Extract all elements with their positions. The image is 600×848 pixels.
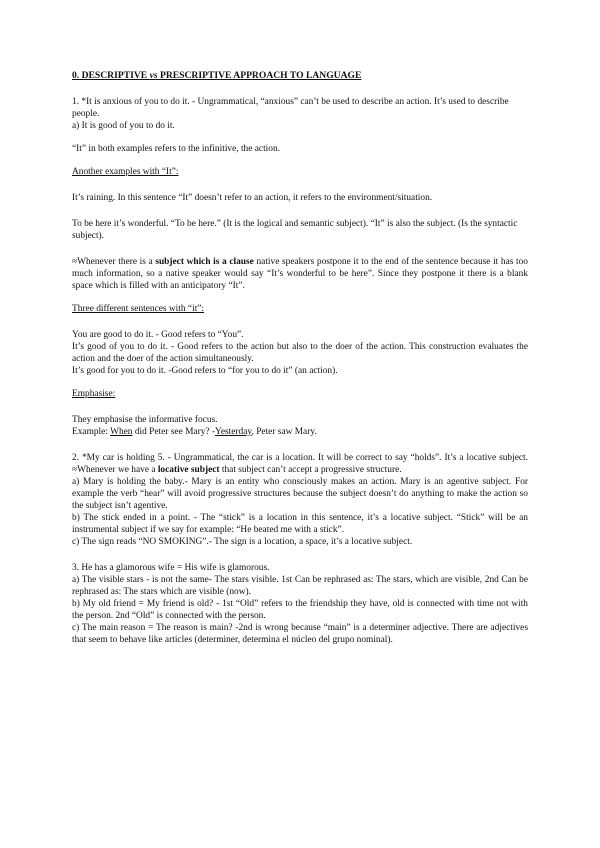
paragraph: 1. *It is anxious of you to do it. - Ungrammatical, “anxious” can’t be used to describe an action. It’s used to describe people. [72,97,509,119]
title-part: PRESCRIPTIVE APPROACH TO LANGUAGE [157,70,362,81]
underlined-word: Yesterday [215,427,252,437]
section-heading: Another examples with “It”: [72,167,179,177]
bold-term: locative subject [157,465,220,475]
three-sentences [72,329,528,377]
section-2 [72,452,528,548]
paragraph [72,256,528,292]
paragraph: a) It is good of you to do it. [72,121,175,131]
paragraph: It’s good for you to do it. -Good refers to “for you to do it” (an action). [72,366,338,376]
text-run: native speakers postpone it to the end of the sentence because it has too much information, so a native speaker would say “It’s wonderful to be here”. Since they postpone it there is a blank space which is filled with an anticipatory “It”. [72,257,528,291]
section-1 [72,96,528,132]
title-part: 0. DESCRIPTIVE [72,70,150,81]
title-vs: vs [149,70,158,81]
document-body [72,70,528,646]
paragraph: It’s raining. In this sentence “It” doesn’t refer to an action, it refers to the environment/situation. [72,193,433,203]
paragraph: They emphasise the informative focus. [72,415,218,425]
list-item: a) The visible stars - is not the same- The stars visible. 1st Can be rephrased as: The stars, which are visible, 2nd Can be rephrased as: The stars which are visible (now). [72,575,528,597]
text-run: ≈Whenever there is a [72,257,156,267]
text-run: 2. *My car is holding 5. - Ungrammatical, the car is a location. It will be correct to say “holds”. It’s a locative subject. ≈Whenever we have a [72,453,528,475]
page-title [72,70,528,82]
paragraph: You are good to do it. - Good refers to “You”. [72,330,244,340]
list-item: b) My old friend = My friend is old? - 1st “Old” refers to the friendship they have, old is connected with time not with the person. 2nd “Old” is connected with the person. [72,599,528,621]
text-run: Example: [72,427,111,437]
section-3 [72,562,528,646]
list-item: b) The stick ended in a point. - The “stick” is a location in this sentence, it’s a locative subject. “Stick” will be an instrumental subject if we say for example: “He beated me with a stick”. [72,513,528,535]
emphasise-block [72,414,528,438]
paragraph [72,452,528,476]
list-item: a) Mary is holding the baby.- Mary is an entity who consciously makes an action. Mary is an agentive subject. For example the verb “hear” will avoid progressive structures because the subject doesn’t do anything to make the action so the subject isn’t agentive. [72,477,528,511]
section-heading: Emphasise: [72,389,116,399]
paragraph [72,426,528,438]
text-run: , Peter saw Mary. [251,427,317,437]
bold-term: subject which is a clause [155,257,254,267]
paragraph: It’s good of you to do it. - Good refers to the action but also to the doer of the action. This construction evaluates the action and the doer of the action simultaneously. [72,342,528,364]
text-run: did Peter see Mary? - [132,427,216,437]
section-heading: Three different sentences with “it”: [72,304,205,314]
underlined-word: When [110,427,133,437]
text-run: that subject can’t accept a progressive structure. [219,465,402,475]
list-item: c) The sign reads “NO SMOKING”.- The sign is a location, a space, it’s a locative subject. [72,537,413,547]
paragraph: “It” in both examples refers to the infinitive, the action. [72,144,281,154]
paragraph: To be here it’s wonderful. “To be here.” (It is the logical and semantic subject). “It” is also the subject. (Is the syntactic subject). [72,219,518,241]
list-item: c) The main reason = The reason is main? -2nd is wrong because “main” is a determiner adjective. There are adjectives that seem to behave like articles (determiner, determina el núcleo del grupo nominal). [72,623,528,645]
paragraph: 3. He has a glamorous wife = His wife is glamorous. [72,563,270,573]
